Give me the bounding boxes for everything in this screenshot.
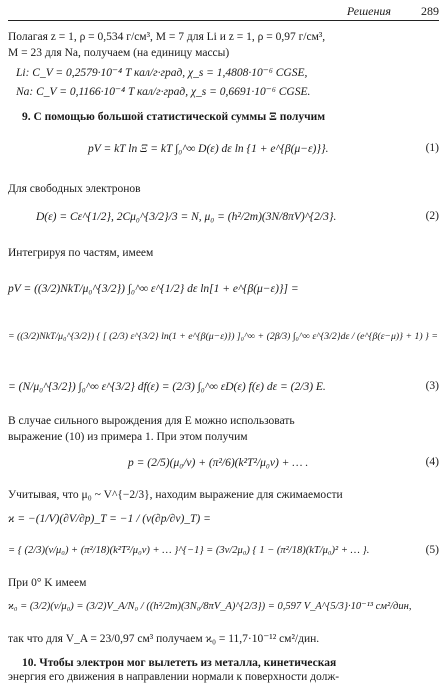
equation-2: D(ε) = Cε^{1/2}, 2Cμ₀^{3/2}/3 = N, μ₀ = (h²/2m)(3N/8πV)^{2/3}. [36, 211, 337, 223]
equation-number: (5) [425, 544, 439, 556]
text-line: Учитывая, что μ₀ ~ V^{−2/3}, находим выражение для сжимаемости [8, 489, 343, 501]
equation-6: ϰ₀ = (3/2)(v/μ₀) = (3/2)V_A/N₀ / ((h²/2m)(3N₀/8πV_A)^{2/3}) = 0,597 V_A^{5/3}·10⁻¹³ см²/дин, [8, 601, 412, 612]
text-line: так что для V_A = 23/0,97 см³ получаем ϰ₀ = 11,7·10⁻¹² см²/дин. [8, 633, 320, 645]
equation-5a: ϰ = −(1/V)(∂V/∂p)_T = −1 / (v(∂p/∂v)_T) = [8, 513, 211, 525]
equation-3a: pV = ((3/2)NkT/μ₀^{3/2}) ∫₀^∞ ε^{1/2} dε ln[1 + e^{β(μ−ε)}] = [8, 283, 299, 295]
running-header [8, 4, 439, 21]
equation-4: p = (2/5)(μ₀/v) + (π²/6)(k²T²/μ₀v) + … . [128, 457, 309, 469]
equation-3c: = (N/μ₀^{3/2}) ∫₀^∞ ε^{3/2} df(ε) = (2/3) ∫₀^∞ εD(ε) f(ε) dε = (2/3) E. [8, 381, 326, 393]
formula-li: Li: C_V = 0,2579·10⁻⁴ T кал/г·град, χ_s = 1,4808·10⁻⁶ CGSE, [16, 67, 308, 79]
equation-5b: = { (2/3)(v/μ₀) + (π²/18)(k²T²/μ₀v) + … }^{−1} = (3v/2μ₀) { 1 − (π²/18)(kT/μ₀)² + … }. [8, 545, 370, 556]
equation-number: (2) [425, 210, 439, 222]
equation-1: pV = kT ln Ξ = kT ∫₀^∞ D(ε) dε ln {1 + e^{β(μ−ε)}}. [88, 143, 329, 155]
equation-3b: = ((3/2)NkT/μ₀^{3/2}) { [ (2/3) ε^{3/2} ln(1 + e^{β(μ−ε)}) ]₀^∞ + (2β/3) ∫₀^∞ ε^{3/2}dε / (e^{β(ε−μ)} + 1) } = [8, 331, 438, 342]
problem-9-intro: 9. С помощью большой статистической суммы Ξ получим [22, 111, 326, 123]
text-line: выражение (10) из примера 1. При этом получим [8, 431, 248, 443]
text-line: Для свободных электронов [8, 183, 141, 195]
header-title: Решения [346, 4, 391, 18]
page-number: 289 [421, 4, 439, 18]
equation-number: (3) [425, 380, 439, 392]
text-line: энергия его движения в направлении нормали к поверхности долж- [8, 671, 340, 683]
text-line: При 0° K имеем [8, 577, 87, 589]
equation-number: (1) [425, 142, 439, 154]
text-line: Интегрируя по частям, имеем [8, 247, 154, 259]
text-line: В случае сильного вырождения для E можно использовать [8, 415, 295, 427]
text-line: Полагая z = 1, ρ = 0,534 г/см³, M = 7 для Li и z = 1, ρ = 0,97 г/см³, [8, 31, 326, 43]
formula-na: Na: C_V = 0,1166·10⁻⁴ T кал/г·град, χ_s = 0,6691·10⁻⁶ CGSE. [16, 86, 311, 98]
equation-number: (4) [425, 456, 439, 468]
problem-10-line: 10. Чтобы электрон мог вылететь из металла, кинетическая [22, 657, 337, 669]
text-line: M = 23 для Na, получаем (на единицу массы) [8, 47, 230, 59]
